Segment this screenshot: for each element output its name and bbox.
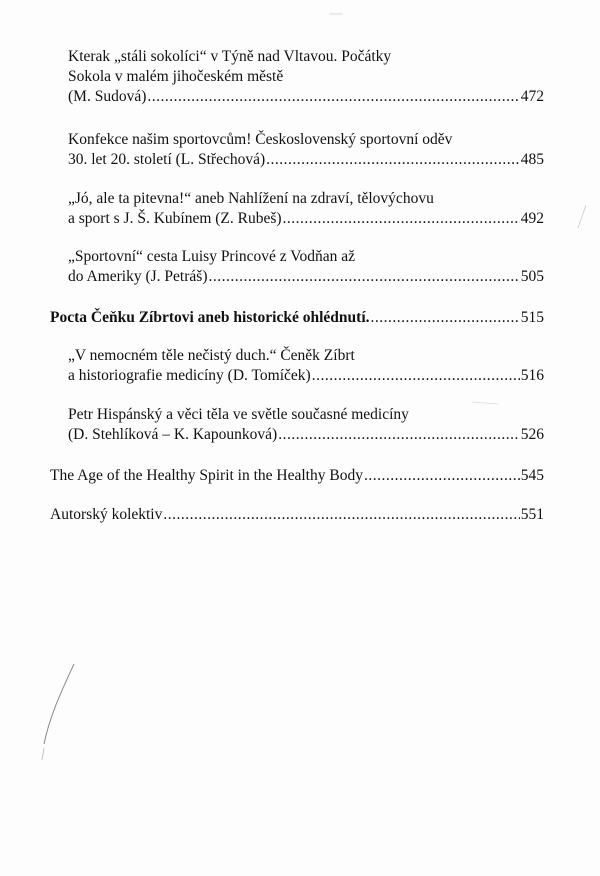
pencil-stroke: [44, 664, 74, 744]
toc-entry-title: Autorský kolektiv: [50, 506, 163, 523]
toc-entry-author: (M. Sudová): [68, 88, 147, 105]
toc-entry-konfekce: [68, 130, 544, 170]
dot-leader: [266, 150, 520, 170]
toc-section-title: Pocta Čeňku Zíbrtovi aneb historické ohlédnutí.: [50, 309, 370, 326]
toc-section-pocta: [50, 308, 544, 328]
toc-entry-author-line: [68, 267, 544, 287]
toc-entry-nemocne-telo: [68, 346, 544, 386]
toc-entry-title-line: Konfekce našim sportovcům! Československý sportovní oděv: [68, 131, 453, 148]
page-number: 485: [520, 151, 544, 168]
page-number: 551: [520, 506, 544, 523]
toc-entry-pitevna: [68, 189, 544, 229]
toc-entry-line: [50, 505, 544, 525]
dot-leader: [147, 87, 519, 107]
page-number: 526: [520, 426, 544, 443]
toc-entry-author: (D. Stehlíková – K. Kapounková): [68, 426, 278, 443]
toc-entry-author: a historiografie medicíny (D. Tomíček): [68, 367, 311, 384]
toc-entry-author-line: [68, 366, 544, 386]
toc-entry-author: a sport s J. Š. Kubínem (Z. Rubeš): [68, 210, 282, 227]
page-number: 545: [520, 467, 544, 484]
toc-entry-autorsky-kolektiv: [50, 505, 544, 525]
dot-leader: [163, 505, 519, 525]
dot-leader: [371, 308, 520, 328]
toc-entry-title-line: „Jó, ale ta pitevna!“ aneb Nahlížení na zdraví, tělovýchovu: [68, 190, 434, 207]
dot-leader: [208, 267, 519, 287]
page-number: 516: [520, 367, 544, 384]
toc-entry-english-summary: [50, 466, 544, 486]
toc-entry-author-line: [68, 209, 544, 229]
page-number: 505: [520, 268, 544, 285]
toc-entry-luisa: [68, 247, 544, 287]
toc-entry-title-line: „V nemocném těle nečistý duch.“ Čeněk Zíbrt: [68, 347, 355, 364]
toc-entry-sokol: [68, 47, 544, 107]
dot-leader: [364, 466, 520, 486]
toc-entry-line: [50, 466, 544, 486]
toc-entry-author: do Ameriky (J. Petráš): [68, 268, 208, 285]
dot-leader: [312, 366, 520, 386]
page-number: 515: [520, 309, 544, 326]
toc-entry-author-line: [68, 425, 544, 445]
toc-section-line: [50, 308, 544, 328]
page-number: 472: [520, 88, 544, 105]
toc-entry-title: The Age of the Healthy Spirit in the Healthy Body: [50, 467, 363, 484]
toc-entry-title-line: Kterak „stáli sokolíci“ v Týně nad Vltavou. Počátky: [68, 48, 392, 65]
toc-entry-author: 30. let 20. století (L. Střechová): [68, 151, 266, 168]
toc-entry-title-line: „Sportovní“ cesta Luisy Princové z Vodňan až: [68, 248, 355, 265]
toc-entry-title-line: Sokola v malém jihočeském městě: [68, 68, 284, 85]
margin-mark: [578, 205, 586, 228]
toc-entry-title-line: Petr Hispánský a věci těla ve světle současné medicíny: [68, 406, 409, 423]
page-number: 492: [520, 210, 544, 227]
toc-entry-author-line: [68, 150, 544, 170]
dot-leader: [278, 425, 520, 445]
pencil-stroke-tail: [42, 748, 44, 760]
dot-leader: [283, 209, 520, 229]
toc-entry-hispansky: [68, 405, 544, 445]
faint-mark: [472, 402, 498, 404]
toc-entry-author-line: [68, 87, 544, 107]
